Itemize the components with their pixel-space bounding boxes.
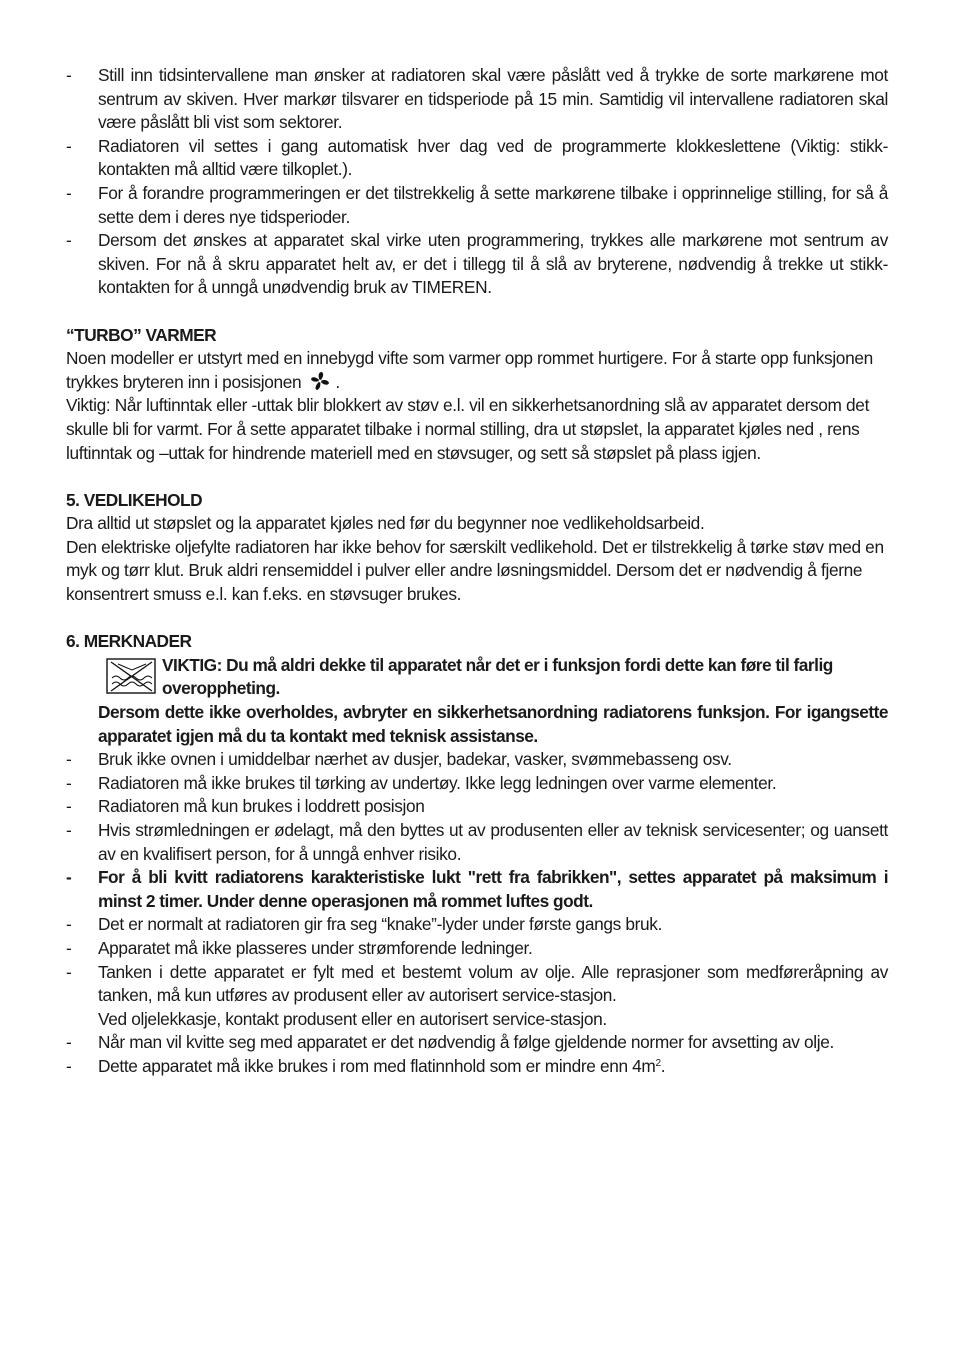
list-item: - Dersom det ønskes at apparatet skal virke uten programmering, trykkes alle markørene mot sentrum av skiven. For nå å skru apparatet helt av, er det i tillegg til å slå av bryterene, nødvendig å trekke ut stikk-kontakten for å unngå unødvendig bruk av TIMEREN.: [66, 229, 888, 300]
list-item-text: Tanken i dette apparatet er fylt med et bestemt volum av olje. Alle reprasjoner som medføreråpning av tanken, må kun utføres av produsent eller av autorisert service-stasjon.: [98, 961, 888, 1006]
notes-list: [66, 748, 888, 1078]
list-item: - Bruk ikke ovnen i umiddelbar nærhet av dusjer, badekar, vasker, svømmebasseng osv.: [66, 748, 888, 772]
turbo-important-paragraph: Viktig: Når luftinntak eller -uttak blir blokkert av støv e.l. vil en sikkerhetsanordning slå av apparatet dersom det skulle bli for varmt. For å sette apparatet tilbake i normal stilling, dra ut støpslet, la apparatet kjøles ned , rens luftinntak og –uttak for hindrende materiell med en støvsuger, og sett så støpslet på plass igjen.: [66, 395, 870, 463]
notes-heading: 6. MERKNADER: [66, 631, 192, 652]
list-item: [66, 961, 888, 1032]
warning-text: VIKTIG: Du må aldri dekke til apparatet når det er i funksjon fordi dette kan føre til farlig overoppheting.: [162, 654, 833, 699]
turbo-text-end: .: [335, 371, 340, 392]
warning-block: [66, 654, 888, 701]
list-item: - Det er normalt at radiatoren gir fra seg “knake”-lyder under første gangs bruk.: [66, 913, 888, 937]
maintenance-paragraph: Den elektriske oljefylte radiatoren har ikke behov for særskilt vedlikehold. Det er tilstrekkelig å tørke støv med en myk og tørr klut. Bruk aldri rensemiddel i pulver eller andre løsningsmiddel. Dersom det er nødvendig å fjerne konsentrert smuss e.l. kan f.eks. en støvsuger brukes.: [66, 536, 884, 605]
list-item: - Radiatoren må ikke brukes til tørking av undertøy. Ikke legg ledningen over varme elementer.: [66, 772, 888, 796]
list-item-text: Dette apparatet må ikke brukes i rom med flatinnhold som er mindre enn 4m: [98, 1055, 656, 1076]
turbo-text: Noen modeller er utstyrt med en innebygd vifte som varmer opp rommet hurtigere. For å starte opp funksjonen trykkes bryteren inn i posisjonen: [66, 348, 873, 392]
list-item: - Hvis strømledningen er ødelagt, må den byttes ut av produsenten eller av teknisk servicesenter; og uansett av en kvalifisert person, for å unngå enhver risiko.: [66, 819, 888, 866]
list-item-end: .: [660, 1055, 666, 1076]
warning-followup: Dersom dette ikke overholdes, avbryter en sikkerhetsanordning radiatorens funksjon. For igangsette apparatet igjen må du ta kontakt med teknisk assistanse.: [98, 702, 888, 746]
turbo-paragraph: [66, 347, 888, 394]
do-not-cover-icon: [106, 656, 158, 696]
list-item: - Still inn tidsintervallene man ønsker at radiatoren skal være påslått ved å trykke de sorte markørene mot sentrum av skiven. Hver markør tilsvarer en tidsperiode på 15 min. Samtidig vil intervallene radiatoren skal være påslått bli vist som sektorer.: [66, 64, 888, 135]
maintenance-heading: 5. VEDLIKEHOLD: [66, 489, 203, 510]
list-item: - Radiatoren må kun brukes i loddrett posisjon: [66, 795, 888, 819]
list-item: - Radiatoren vil settes i gang automatisk hver dag ved de programmerte klokkeslettene (Viktig: stikk-kontakten må alltid være tilkoplet.).: [66, 135, 888, 182]
list-item: - For å forandre programmeringen er det tilstrekkelig å sette markørene tilbake i opprinnelige stilling, for så å sette dem i deres nye tidsperioder.: [66, 182, 888, 229]
timer-instructions-list: [66, 64, 888, 300]
list-item: [66, 1055, 888, 1079]
oil-leak-line: Ved oljelekkasje, kontakt produsent eller en autorisert service-stasjon.: [98, 1008, 607, 1029]
list-item: - Når man vil kvitte seg med apparatet er det nødvendig å følge gjeldende normer for avsetting av olje.: [66, 1031, 888, 1055]
fan-icon: [309, 371, 331, 391]
superscript: 2: [655, 1057, 661, 1069]
list-item: - Apparatet må ikke plasseres under strømforende ledninger.: [66, 937, 888, 961]
list-item: - For å bli kvitt radiatorens karakteristiske lukt "rett fra fabrikken", settes apparatet på maksimum i minst 2 timer. Under denne operasjonen må rommet luftes godt.: [66, 866, 888, 913]
turbo-heading: “TURBO” VARMER: [66, 324, 217, 345]
maintenance-paragraph: Dra alltid ut støpslet og la apparatet kjøles ned før du begynner noe vedlikeholdsarbeid.: [66, 513, 705, 534]
